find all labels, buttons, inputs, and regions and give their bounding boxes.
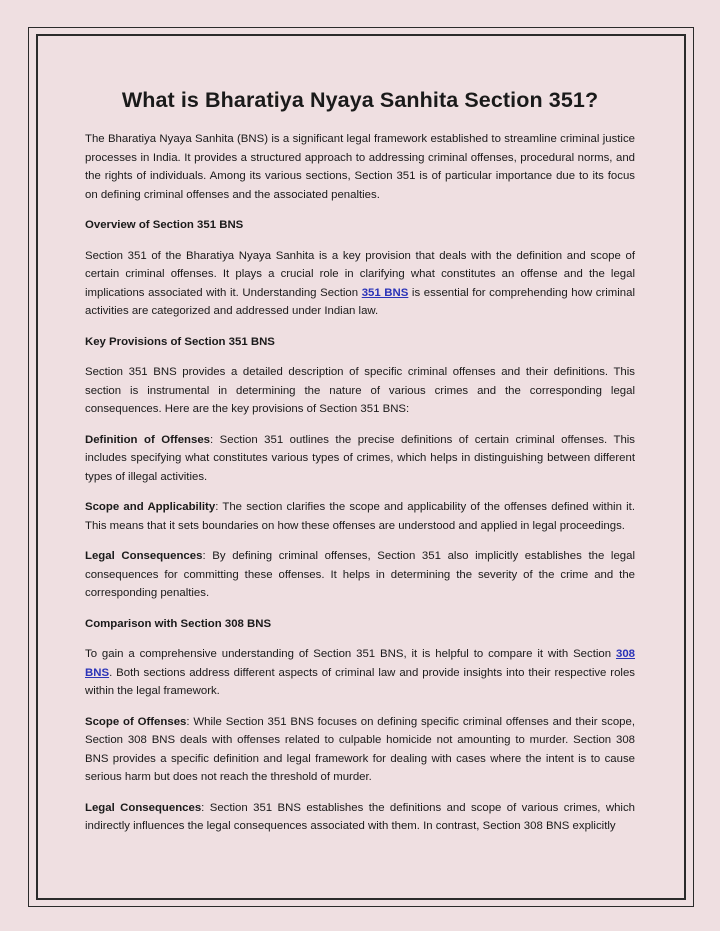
overview-heading: Overview of Section 351 BNS xyxy=(85,219,244,231)
overview-text-after: is essential for comprehending how criminal activities are categorized and addressed under Indian law. xyxy=(85,286,635,317)
link-308-bns[interactable]: 308 BNS xyxy=(85,648,635,679)
page-title: What is Bharatiya Nyaya Sanhita Section 351? xyxy=(121,88,599,112)
comparison-heading: Comparison with Section 308 BNS xyxy=(85,617,272,630)
comparison-text-before: To gain a comprehensive understanding of Section 351 BNS, it is helpful to compare it with Section xyxy=(85,648,616,660)
provision-legal-consequences xyxy=(85,547,635,603)
comparison-text: : Section 351 BNS establishes the definitions and scope of various crimes, which indirectly influences the legal consequences associated with them. In contrast, Section 308 BNS explicitly xyxy=(85,801,635,832)
comparison-legal-consequences xyxy=(85,799,635,836)
provision-text: : The section clarifies the scope and applicability of the offenses defined within it. This means that it sets boundaries on how these offenses are understood and applied in legal proceedings. xyxy=(85,501,636,532)
comparison-paragraph xyxy=(85,645,635,701)
provision-term: Scope and Applicability xyxy=(85,501,216,513)
provision-term: Legal Consequences xyxy=(85,550,203,562)
provision-scope-and-applicability xyxy=(85,498,635,535)
comparison-scope-of-offenses xyxy=(85,713,635,787)
comparison-term: Legal Consequences xyxy=(85,801,202,814)
provision-term: Definition of Offenses xyxy=(85,433,211,446)
overview-text-before: Section 351 of the Bharatiya Nyaya Sanhita is a key provision that deals with the definition and scope of certain criminal offenses. It plays a crucial role in clarifying what constitutes an offense and the legal implications associated with it. Understanding Section xyxy=(85,249,635,299)
link-351-bns[interactable]: 351 BNS xyxy=(361,286,409,299)
provision-definition-of-offenses xyxy=(85,431,635,487)
provision-text: : Section 351 outlines the precise definitions of certain criminal offenses. This includes specifying what constitutes various types of crimes, which helps in distinguishing between different types of illegal activities. xyxy=(85,433,636,483)
overview-paragraph xyxy=(85,247,635,321)
key-provisions-heading: Key Provisions of Section 351 BNS xyxy=(85,335,275,348)
key-provisions-intro: Section 351 BNS provides a detailed description of specific criminal offenses and their definitions. This section is instrumental in determining the nature of various crimes and the corresponding legal consequences. Here are the key provisions of Section 351 BNS: xyxy=(85,366,635,415)
provision-text: : By defining criminal offenses, Section 351 also implicitly establishes the legal consequences for committing these offenses. It helps in determining the severity of the crime and the corresponding penalties. xyxy=(85,550,635,599)
intro-paragraph: The Bharatiya Nyaya Sanhita (BNS) is a significant legal framework established to streamline criminal justice processes in India. It provides a structured approach to addressing criminal offenses, procedural norms, and the rights of individuals. Among its various sections, Section 351 is of particular importance due to its focus on defining criminal offenses and the associated penalties. xyxy=(85,133,635,201)
comparison-term: Scope of Offenses xyxy=(85,715,187,728)
document-body xyxy=(85,88,635,848)
comparison-text: : While Section 351 BNS focuses on defining specific criminal offenses and their scope, Section 308 BNS deals with offenses related to culpable homicide not amounting to murder. Section 308 BNS provides a specific definition and legal framework for dealing with cases where the intent is to cause serious harm but does not reach the threshold of murder. xyxy=(85,715,635,783)
comparison-text-after: . Both sections address different aspects of criminal law and provide insights into their respective roles within the legal framework. xyxy=(85,666,635,697)
